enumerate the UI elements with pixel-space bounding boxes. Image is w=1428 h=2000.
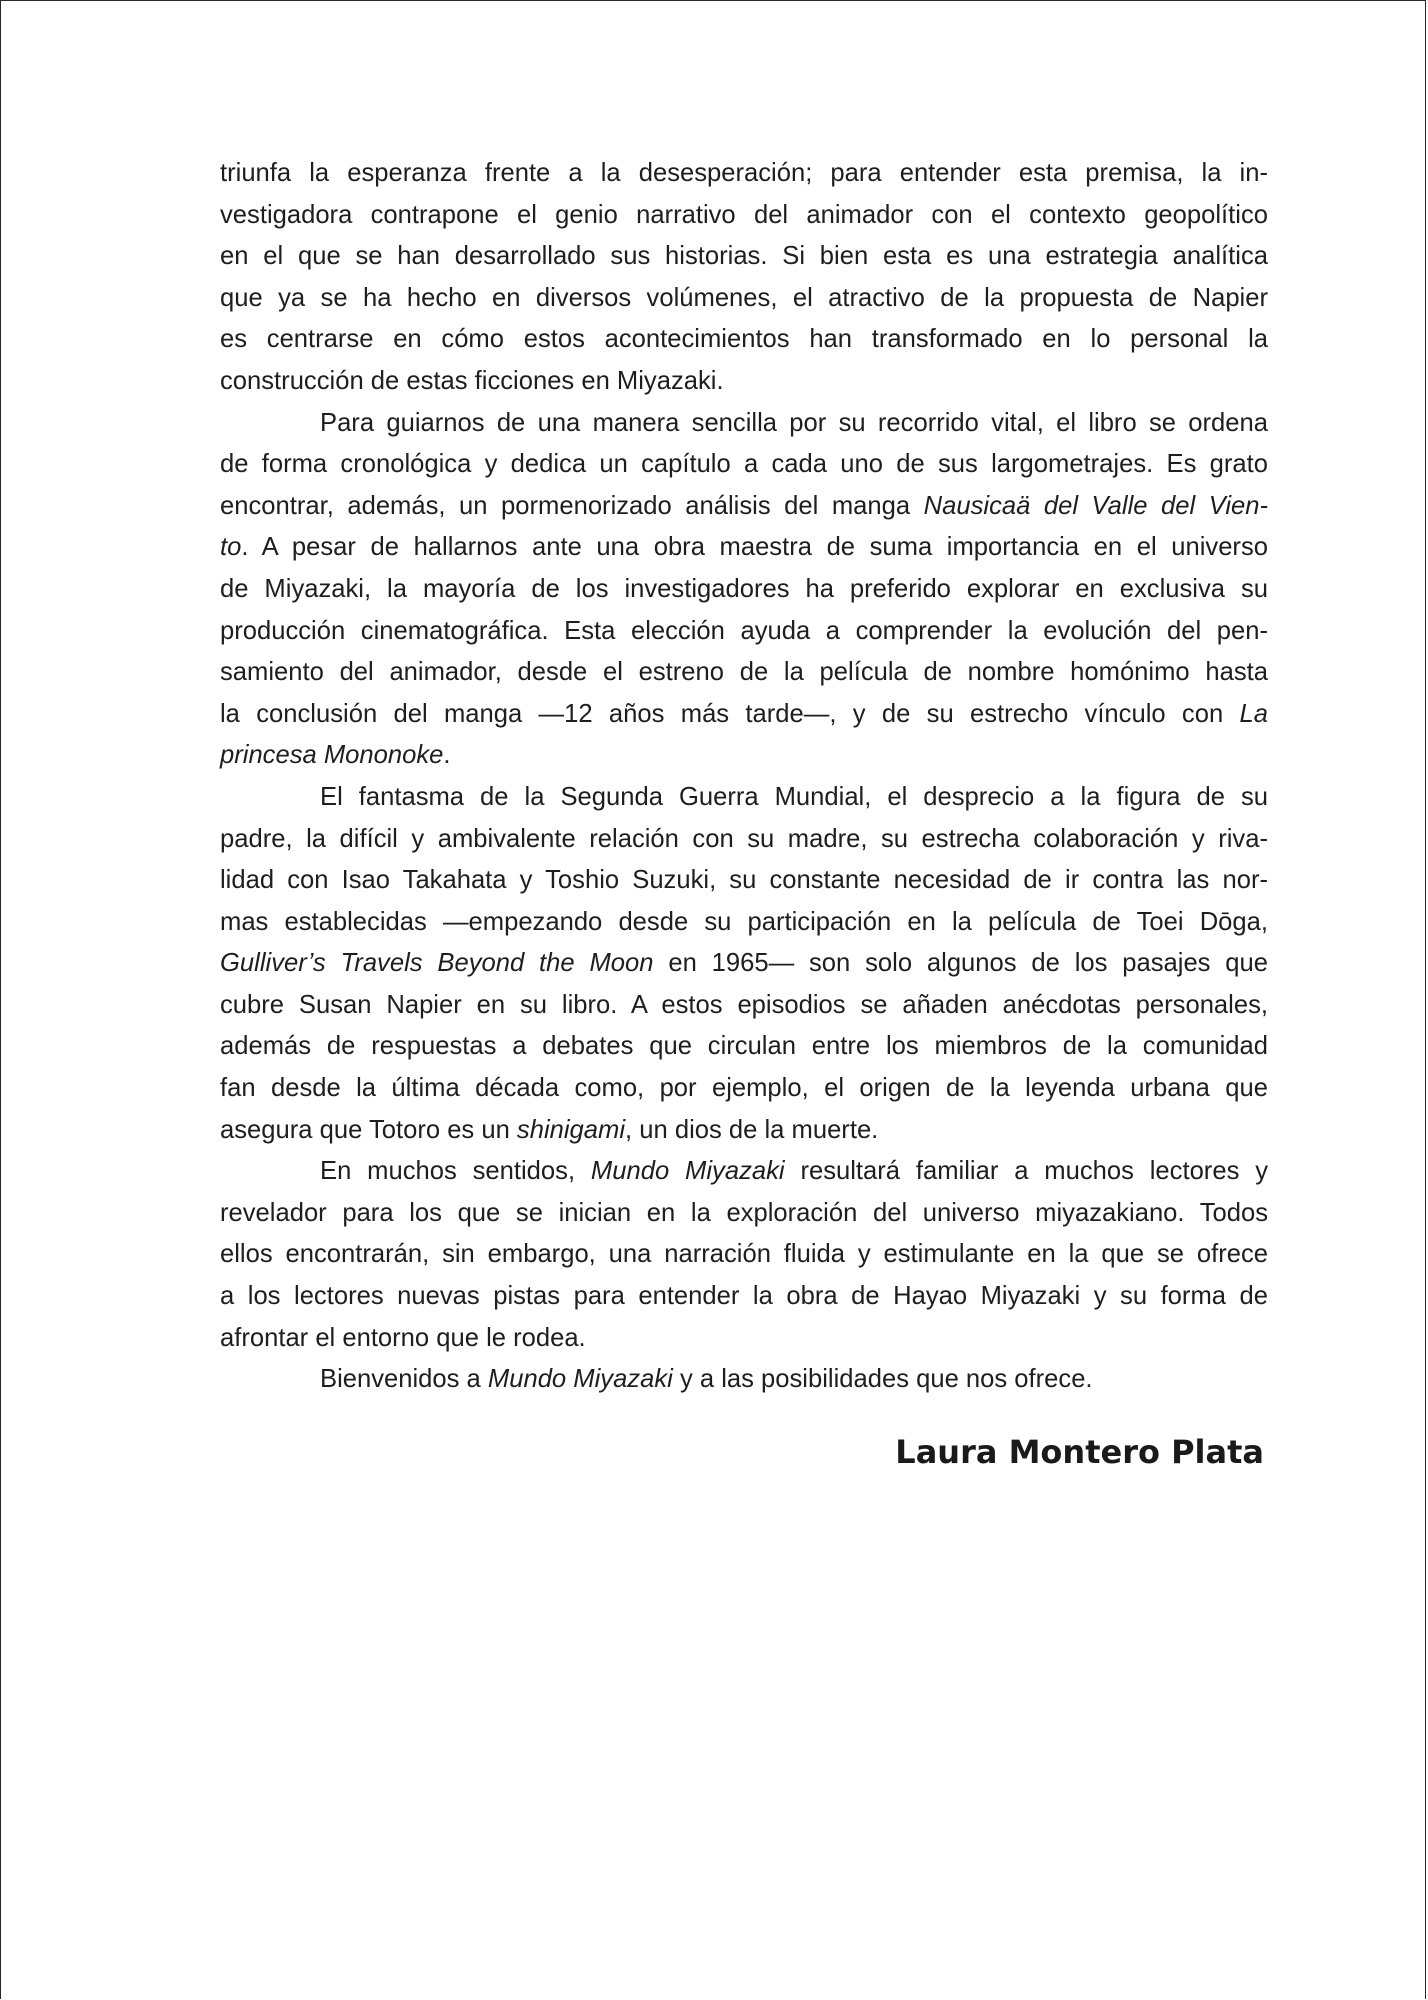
paragraph-1-line: en el que se han desarrollado sus historias. Si bien esta es una estrategia analítica [220,242,1268,271]
paragraph-4-line: En muchos sentidos, Mundo Miyazaki resultará familiar a muchos lectores y [320,1157,1269,1186]
paragraph-3-line: asegura que Totoro es un shinigami, un dios de la muerte. [220,1115,879,1144]
paragraph-4-line: revelador para los que se inician en la exploración del universo miyazakiano. Todos [220,1198,1268,1227]
paragraph-3-line: mas establecidas —empezando desde su participación en la película de Toei Dōga, [220,907,1268,936]
paragraph-2-line: samiento del animador, desde el estreno de la película de nombre homónimo hasta [220,658,1268,687]
paragraph-3-line: lidad con Isao Takahata y Toshio Suzuki, su constante necesidad de ir contra las nor- [220,866,1268,895]
paragraph-3-line: cubre Susan Napier en su libro. A estos episodios se añaden anécdotas personales, [220,990,1268,1019]
paragraph-2-line: la conclusión del manga —12 años más tarde—, y de su estrecho vínculo con La [220,699,1268,728]
paragraph-2-line: encontrar, además, un pormenorizado análisis del manga Nausicaä del Valle del Vien- [220,491,1269,520]
paragraph-4-line: a los lectores nuevas pistas para entender la obra de Hayao Miyazaki y su forma de [220,1282,1268,1311]
paragraph-2-line: to. A pesar de hallarnos ante una obra maestra de suma importancia en el universo [220,533,1268,562]
paragraph-3-line: El fantasma de la Segunda Guerra Mundial, el desprecio a la figura de su [320,782,1268,811]
paragraph-3-line: fan desde la última década como, por ejemplo, el origen de la leyenda urbana que [220,1074,1268,1103]
paragraph-1-line: vestigadora contrapone el genio narrativo del animador con el contexto geopolítico [220,200,1268,229]
body-text [220,153,1268,1401]
paragraph-3-line: además de respuestas a debates que circulan entre los miembros de la comunidad [220,1032,1268,1061]
paragraph-1-line: que ya se ha hecho en diversos volúmenes, el atractivo de la propuesta de Napier [220,283,1268,312]
paragraph-3-line: Gulliver’s Travels Beyond the Moon en 1965— son solo algunos de los pasajes que [220,949,1269,978]
paragraph-2-line: princesa Mononoke. [220,741,451,770]
paragraph-5-line: Bienvenidos a Mundo Miyazaki y a las posibilidades que nos ofrece. [320,1365,1093,1394]
paragraph-2-line: de forma cronológica y dedica un capítulo a cada uno de sus largometrajes. Es grato [220,450,1268,479]
paragraph-2-line: de Miyazaki, la mayoría de los investigadores ha preferido explorar en exclusiva su [220,574,1268,603]
paragraph-1-line: triunfa la esperanza frente a la desesperación; para entender esta premisa, la in- [220,159,1268,187]
paragraph-4-line: ellos encontrarán, sin embargo, una narración fluida y estimulante en la que se ofrece [220,1240,1268,1269]
author-signature: Laura Montero Plata [895,1433,1264,1471]
paragraph-1-line: es centrarse en cómo estos acontecimientos han transformado en lo personal la [220,325,1268,354]
paragraph-4-line: afrontar el entorno que le rodea. [220,1323,586,1352]
paragraph-1-line: construcción de estas ficciones en Miyazaki. [220,366,724,395]
paragraph-3-line: padre, la difícil y ambivalente relación con su madre, su estrecha colaboración y riva- [220,824,1268,853]
paragraph-2-line: producción cinematográfica. Esta elección ayuda a comprender la evolución del pen- [220,616,1268,645]
paragraph-2-line: Para guiarnos de una manera sencilla por su recorrido vital, el libro se ordena [320,408,1268,437]
